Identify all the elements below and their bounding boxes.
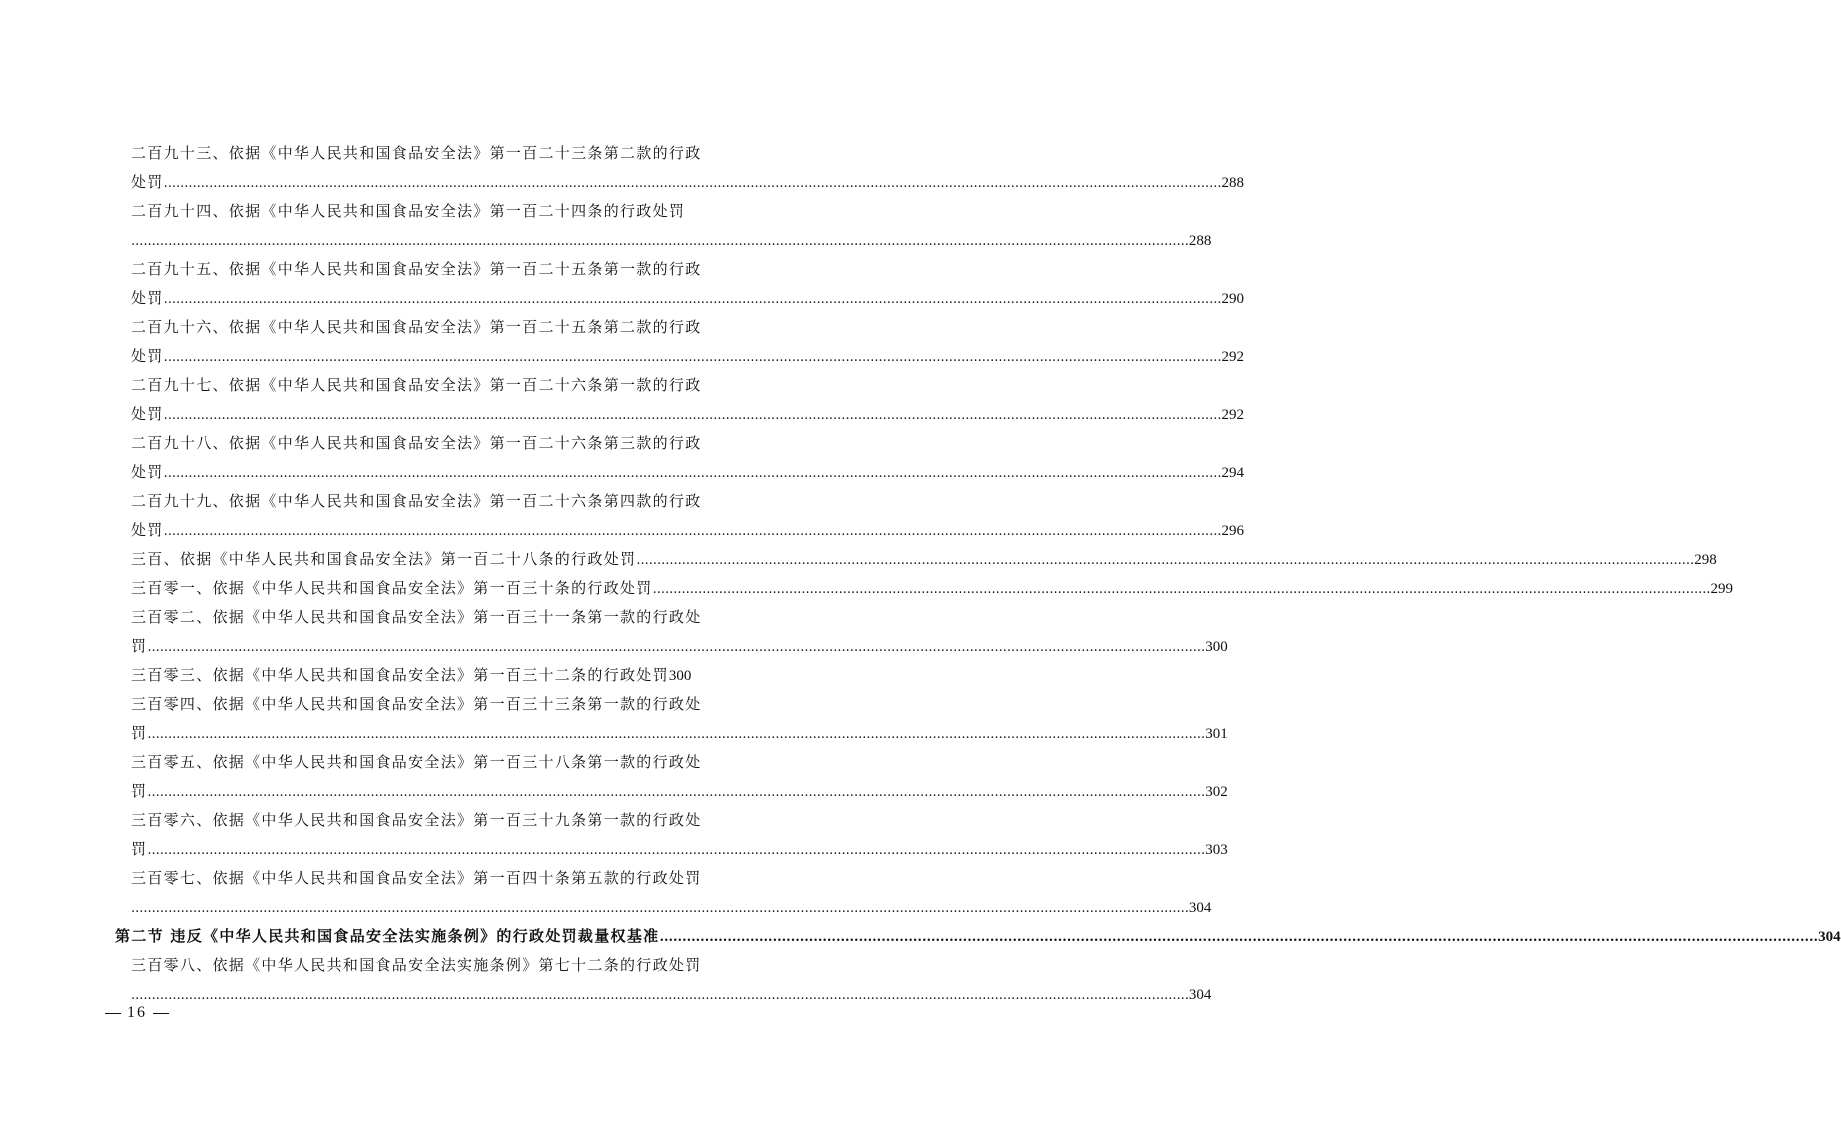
toc-page-number: 290 xyxy=(1221,291,1244,307)
toc-entry-title-cont: 罚 xyxy=(131,724,148,742)
footer-dash-left xyxy=(105,1013,121,1014)
toc-entry-title: 二百九十七、依据《中华人民共和国食品安全法》第一百二十六条第一款的行政 xyxy=(131,376,702,394)
toc-page-number: 304 xyxy=(1188,900,1212,916)
toc-entry-title: 三百零六、依据《中华人民共和国食品安全法》第一百三十九条第一款的行政处 xyxy=(131,811,702,829)
toc-page-number: 300 xyxy=(1205,639,1228,655)
toc-entry[interactable] xyxy=(131,951,1212,1009)
toc-page-number: 292 xyxy=(1221,349,1244,365)
dot-leader xyxy=(164,284,1222,314)
footer-page-number: 16 xyxy=(127,1004,147,1021)
toc-entry-title: 三百零四、依据《中华人民共和国食品安全法》第一百三十三条第一款的行政处 xyxy=(131,695,702,713)
toc-entry[interactable] xyxy=(131,487,1244,545)
toc-entry-title: 二百九十八、依据《中华人民共和国食品安全法》第一百二十六条第三款的行政 xyxy=(131,434,702,452)
toc-entry[interactable] xyxy=(131,545,1717,574)
toc-entry-title: 三百零二、依据《中华人民共和国食品安全法》第一百三十一条第一款的行政处 xyxy=(131,608,702,626)
dot-leader xyxy=(659,922,1818,952)
toc-entry-title-cont: 处罚 xyxy=(131,173,164,191)
toc-entry-title-cont: 罚 xyxy=(131,637,148,655)
toc-entry[interactable] xyxy=(131,197,1212,255)
dot-leader xyxy=(147,719,1205,749)
toc-page-number: 301 xyxy=(1205,726,1228,742)
toc-page-number: 292 xyxy=(1221,407,1244,423)
dot-leader xyxy=(147,632,1205,662)
toc-entry-title-cont: 处罚 xyxy=(131,289,164,307)
toc-entry-title-cont: 罚 xyxy=(131,782,148,800)
toc-entry-title: 三百零一、依据《中华人民共和国食品安全法》第一百三十条的行政处罚 xyxy=(131,579,653,597)
toc-page-number: 299 xyxy=(1710,581,1733,597)
toc-page-number: 300 xyxy=(668,668,692,684)
toc-entry-title: 二百九十四、依据《中华人民共和国食品安全法》第一百二十四条的行政处罚 xyxy=(131,202,686,220)
toc-entry-title-cont: 处罚 xyxy=(131,463,164,481)
dot-leader xyxy=(636,545,1694,575)
toc-page-number: 296 xyxy=(1221,523,1244,539)
toc-entry-title: 三百零五、依据《中华人民共和国食品安全法》第一百三十八条第一款的行政处 xyxy=(131,753,702,771)
toc-page-number: 304 xyxy=(1818,929,1841,945)
section-title: 第二节 违反《中华人民共和国食品安全法实施条例》的行政处罚裁量权基准 xyxy=(115,927,660,945)
toc-entry-title-cont: 处罚 xyxy=(131,347,164,365)
toc-entry[interactable] xyxy=(131,429,1244,487)
dot-leader xyxy=(164,458,1222,488)
toc-entry[interactable] xyxy=(131,864,1212,922)
toc-page-number: 303 xyxy=(1205,842,1228,858)
toc-entry[interactable] xyxy=(131,603,1228,661)
toc-entry-title: 二百九十三、依据《中华人民共和国食品安全法》第一百二十三条第二款的行政 xyxy=(131,144,702,162)
page-footer xyxy=(99,1004,175,1022)
toc-entry[interactable] xyxy=(131,313,1244,371)
dot-leader xyxy=(653,574,1711,604)
toc-entry-title: 三百零三、依据《中华人民共和国食品安全法》第一百三十二条的行政处罚 xyxy=(131,666,669,684)
toc-entry-title: 二百九十九、依据《中华人民共和国食品安全法》第一百二十六条第四款的行政 xyxy=(131,492,702,510)
toc-entry-title: 二百九十五、依据《中华人民共和国食品安全法》第一百二十五条第一款的行政 xyxy=(131,260,702,278)
dot-leader xyxy=(147,835,1205,865)
toc-entry[interactable] xyxy=(131,255,1244,313)
toc-entry[interactable] xyxy=(131,690,1228,748)
toc-page-number: 298 xyxy=(1694,552,1717,568)
toc-entry[interactable] xyxy=(131,574,1733,603)
toc-page-number: 294 xyxy=(1221,465,1244,481)
toc-entry[interactable] xyxy=(131,806,1228,864)
toc-page-number: 288 xyxy=(1221,175,1244,191)
dot-leader xyxy=(131,980,1189,1010)
toc-entry[interactable] xyxy=(131,371,1244,429)
toc-page-number: 302 xyxy=(1205,784,1228,800)
dot-leader xyxy=(147,777,1205,807)
toc-entry[interactable] xyxy=(131,748,1228,806)
dot-leader xyxy=(164,400,1222,430)
toc-entry[interactable] xyxy=(131,139,1244,197)
toc-section-heading[interactable] xyxy=(115,922,1841,951)
dot-leader xyxy=(164,516,1222,546)
table-of-contents xyxy=(115,139,1841,1009)
toc-entry-title-cont: 罚 xyxy=(131,840,148,858)
toc-entry-title: 三百零八、依据《中华人民共和国食品安全法实施条例》第七十二条的行政处罚 xyxy=(131,956,702,974)
toc-entry[interactable] xyxy=(131,661,692,690)
dot-leader xyxy=(131,893,1189,923)
toc-entry-title-cont: 处罚 xyxy=(131,521,164,539)
dot-leader xyxy=(131,226,1189,256)
dot-leader xyxy=(164,342,1222,372)
toc-entry-title: 三百零七、依据《中华人民共和国食品安全法》第一百四十条第五款的行政处罚 xyxy=(131,869,702,887)
toc-entry-title: 二百九十六、依据《中华人民共和国食品安全法》第一百二十五条第二款的行政 xyxy=(131,318,702,336)
toc-entry-title-cont: 处罚 xyxy=(131,405,164,423)
dot-leader xyxy=(164,168,1222,198)
toc-page-number: 288 xyxy=(1188,233,1212,249)
footer-dash-right xyxy=(153,1013,169,1014)
toc-entry-title: 三百、依据《中华人民共和国食品安全法》第一百二十八条的行政处罚 xyxy=(131,550,637,568)
toc-page-number: 304 xyxy=(1188,987,1212,1003)
